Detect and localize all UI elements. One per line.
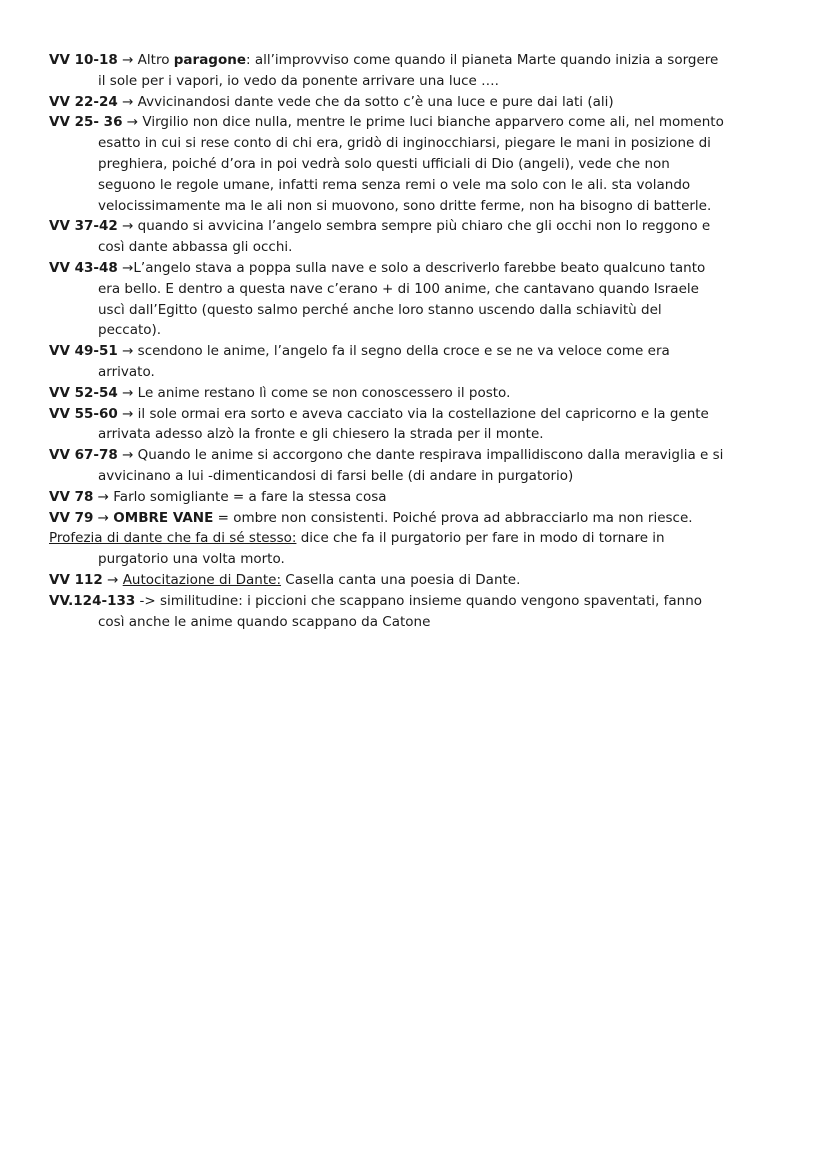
note-entry — [49, 216, 728, 258]
body-text: → il sole ormai era sorto e aveva cacciato via la costellazione del capricorno e la gente arrivata adesso alzò la fronte e gli chiesero la strada per il monte. — [98, 405, 709, 443]
body-text: → scendono le anime, l’angelo fa il segno della croce e se ne va veloce come era arrivato. — [98, 343, 670, 380]
bold-text: VV 112 — [49, 571, 103, 588]
note-entry — [49, 383, 728, 404]
underlined-text: Autocitazione di Dante: — [122, 571, 282, 588]
body-text: → Avvicinandosi dante vede che da sotto c’è una luce e pure dai lati (ali) — [117, 93, 614, 110]
note-entry — [49, 258, 728, 341]
body-text: = ombre non consistenti. Poiché prova ad abbracciarlo ma non riesce. — [213, 509, 693, 526]
note-entry — [49, 50, 728, 92]
bold-text: VV 67-78 — [49, 447, 118, 464]
bold-text: VV 22-24 — [49, 93, 118, 110]
note-entry — [49, 528, 728, 570]
bold-text: VV 52-54 — [49, 384, 118, 401]
bold-text: VV 43-48 — [49, 259, 118, 276]
note-entry — [49, 445, 728, 487]
bold-text: paragone — [173, 52, 247, 68]
note-entry — [49, 404, 728, 446]
body-text: → Altro — [117, 52, 174, 68]
body-text: -> similitudine: i piccioni che scappano insieme quando vengono spaventati, fanno così anche le anime quando scappano da Catone — [98, 592, 703, 630]
note-entry — [49, 508, 728, 529]
bold-text: VV 55-60 — [49, 405, 118, 422]
bold-text: VV 78 — [49, 488, 94, 505]
bold-text: VV 79 — [49, 509, 94, 526]
note-entry — [49, 112, 728, 216]
notes-list — [49, 50, 728, 632]
note-entry — [49, 92, 728, 113]
body-text: → Farlo somigliante = a fare la stessa cosa — [93, 488, 387, 505]
bold-text: VV.124-133 — [49, 592, 136, 609]
note-entry — [49, 341, 728, 383]
body-text: → Quando le anime si accorgono che dante respirava impallidiscono dalla meraviglia e si avvicinano a lui -dimenticandosi di farsi belle (di andare in purgatorio) — [98, 447, 724, 484]
note-entry — [49, 591, 728, 633]
body-text: →L’angelo stava a poppa sulla nave e solo a descriverlo farebbe beato qualcuno tanto era bello. E dentro a questa nave c’erano + di 100 anime, che cantavano quando Israele uscì dall’Egitto (questo salmo perché anche loro stanno uscendo dalla schiavitù del peccato). — [98, 259, 706, 339]
bold-text: VV 25- 36 — [49, 114, 123, 131]
bold-text: VV 10-18 — [49, 52, 118, 68]
note-entry — [49, 487, 728, 508]
body-text: → — [102, 571, 123, 588]
underlined-text: Profezia di dante che fa di sé stesso: — [49, 530, 297, 547]
bold-text: OMBRE VANE — [113, 509, 214, 526]
bold-text: VV 37-42 — [49, 218, 118, 235]
note-entry — [49, 570, 728, 591]
body-text: → Le anime restano lì come se non conoscessero il posto. — [117, 384, 511, 401]
body-text: → Virgilio non dice nulla, mentre le prime luci bianche apparvero come ali, nel momento esatto in cui si rese conto di chi era, gridò di inginocchiarsi, piegare le mani in posizione di preghiera, poiché d’ora in poi vedrà solo questi ufficiali di Dio (angeli), vede che non seguono le regole umane, infatti rema senza remi o vele ma solo con le ali. sta volando velocissimamente ma le ali non si muovono, sono dritte ferme, non ha bisogno di batterle. — [98, 114, 724, 214]
body-text: Casella canta una poesia di Dante. — [281, 571, 521, 588]
body-text: → quando si avvicina l’angelo sembra sempre più chiaro che gli occhi non lo reggono e così dante abbassa gli occhi. — [98, 218, 711, 256]
body-text: → — [93, 509, 114, 526]
bold-text: VV 49-51 — [49, 343, 118, 360]
body-text: : all’improvviso come quando il pianeta Marte quando inizia a sorgere il sole per i vapori, io vedo da ponente arrivare una luce …. — [98, 52, 719, 89]
body-text: dice che fa il purgatorio per fare in modo di tornare in purgatorio una volta morto. — [98, 530, 665, 568]
